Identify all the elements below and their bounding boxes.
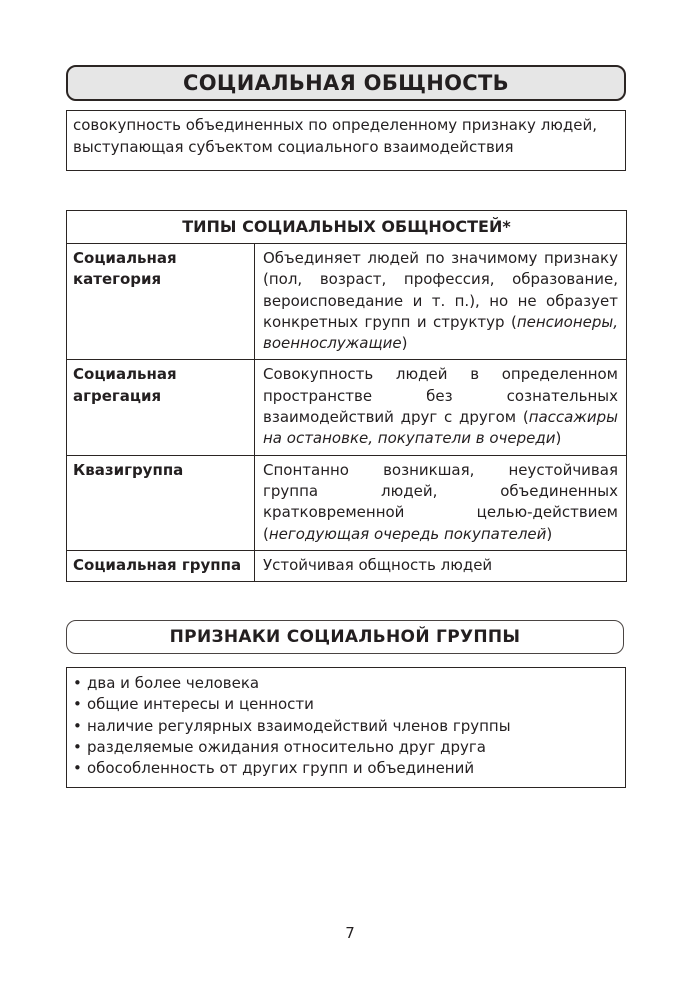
type-term: Социальная агрегация [67, 360, 255, 455]
type-term: Социальная категория [67, 244, 255, 360]
page-title: СОЦИАЛЬНАЯ ОБЩНОСТЬ [183, 71, 509, 95]
list-item-text: обособленность от других групп и объединений [87, 759, 475, 778]
example-text: пенсионеры, военнослужащие [263, 312, 618, 353]
page-title-box [66, 65, 626, 101]
list-item [73, 673, 619, 694]
type-description [255, 455, 627, 550]
table-header: ТИПЫ СОЦИАЛЬНЫХ ОБЩНОСТЕЙ* [67, 211, 627, 244]
table-row [67, 455, 627, 550]
community-types-table [66, 210, 627, 582]
definition-line-1: совокупность объединенных по определенному признаку людей, [73, 116, 598, 134]
list-item-text: два и более человека [87, 674, 260, 692]
list-item [73, 716, 619, 737]
type-term: Квазигруппа [67, 455, 255, 550]
list-item [73, 737, 619, 758]
list-item [73, 758, 619, 779]
group-signs-title-box [66, 620, 624, 654]
group-signs-list [73, 673, 619, 779]
table-row [67, 244, 627, 360]
bullet-icon: • [73, 737, 82, 756]
bullet-icon: • [73, 674, 82, 692]
list-item-text: наличие регулярных взаимодействий членов группы [87, 716, 511, 735]
group-signs-title: ПРИЗНАКИ СОЦИАЛЬНОЙ ГРУППЫ [169, 627, 521, 647]
table-row [67, 360, 627, 455]
description-text: Совокупность людей в определенном пространстве без сознательных взаимодействий друг с другом ( [263, 365, 618, 427]
type-description [255, 360, 627, 455]
close-paren: ) [401, 334, 408, 353]
definition-line-2: выступающая субъектом социального взаимодействия [73, 137, 514, 156]
list-item [73, 694, 619, 715]
description-text: Спонтанно возникшая, неустойчивая группа людей, объединенных кратковременной целью-действием ( [263, 460, 618, 543]
close-paren: ) [555, 429, 562, 448]
table-header-row [67, 211, 627, 244]
example-text: негодующая очередь покупателей [268, 524, 547, 543]
list-item-text: общие интересы и ценности [87, 695, 314, 714]
type-description [255, 550, 627, 581]
group-signs-box [66, 667, 626, 788]
bullet-icon: • [73, 716, 82, 735]
bullet-icon: • [73, 695, 82, 714]
description-text: Устойчивая общность людей [263, 555, 493, 574]
list-item-text: разделяемые ожидания относительно друг друга [87, 737, 486, 756]
description-text: Объединяет людей по значимому признаку (пол, возраст, профессия, образование, вероисповедание и т. п.), но не образует конкретных групп и структур ( [263, 249, 618, 331]
type-description [255, 244, 627, 360]
close-paren: ) [546, 524, 553, 543]
bullet-icon: • [73, 759, 82, 778]
example-text: пассажиры на остановке, покупатели в очереди [263, 408, 618, 448]
table-row [67, 550, 627, 581]
definition-box [66, 110, 626, 171]
page-number: 7 [345, 924, 355, 942]
type-term: Социальная группа [67, 550, 255, 581]
